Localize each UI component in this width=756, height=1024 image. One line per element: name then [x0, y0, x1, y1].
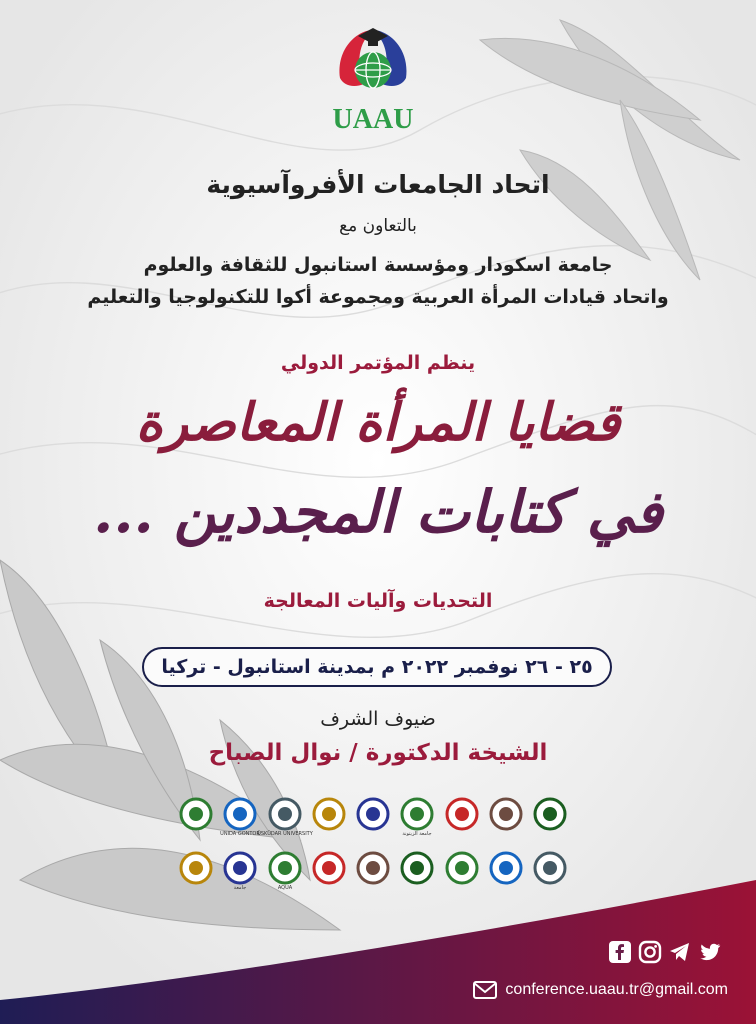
partner-logo: [488, 850, 524, 890]
partner-logo: [444, 850, 480, 890]
honor-guest-name: الشيخة الدكتورة / نوال الصباح: [208, 740, 548, 766]
partner-logo: [444, 796, 480, 836]
cooperation-label: بالتعاون مع: [339, 216, 417, 236]
organizes-label: ينظم المؤتمر الدولي: [280, 352, 476, 374]
conference-title-line-1: قضايا المرأة المعاصرة: [135, 392, 621, 453]
conference-subtitle: التحديات وآليات المعالجة: [263, 590, 493, 612]
partner-logos-row-2: [178, 850, 568, 890]
partner-logo-text: UNIDA GONTOR: [220, 831, 261, 837]
organization-name: اتحاد الجامعات الأفروآسيوية: [206, 170, 550, 199]
date-location-text: ٢٥ - ٢٦ نوفمبر ٢٠٢٢ م بمدينة استانبول - تركيا: [161, 656, 593, 678]
partner-logo: [220, 796, 261, 837]
twitter-icon[interactable]: [698, 940, 722, 964]
partner-logo: [256, 796, 313, 837]
partners-line-1: جامعة اسكودار ومؤسسة استانبول للثقافة والعلوم: [143, 254, 613, 276]
partner-logo: [267, 850, 303, 890]
partner-logos: [178, 796, 568, 904]
partner-logo: [311, 850, 347, 890]
partner-logos-row-1: [178, 796, 568, 836]
partner-logo: [355, 796, 391, 836]
partner-logo-text: جامعة: [234, 885, 247, 891]
contact-email[interactable]: [473, 981, 728, 999]
partner-logo: [355, 850, 391, 890]
logo-text: UAAU: [332, 104, 414, 135]
mail-icon: [473, 981, 497, 999]
partner-logo: [311, 796, 347, 836]
partner-logo: [532, 850, 568, 890]
conference-title-line-2: في كتابات المجددين ...: [93, 478, 663, 546]
social-icons: [608, 940, 722, 964]
partner-logo-text: جامعة الزيتونة: [402, 831, 432, 837]
partner-logo: [399, 850, 435, 890]
facebook-icon[interactable]: [608, 940, 632, 964]
email-text: conference.uaau.tr@gmail.com: [505, 981, 728, 998]
partner-logo-text: ÜSKÜDAR UNIVERSITY: [256, 831, 313, 837]
partner-logo: [178, 850, 214, 890]
partners-line-2: واتحاد قيادات المرأة العربية ومجموعة أكوا للتكنولوجيا والتعليم: [87, 286, 669, 308]
telegram-icon[interactable]: [668, 940, 692, 964]
partner-logo-text: AQUA: [277, 885, 292, 891]
uaau-logo: [328, 18, 418, 136]
honor-guests-label: ضيوف الشرف: [320, 708, 436, 730]
date-location-badge: [142, 647, 612, 687]
partner-logo: [488, 796, 524, 836]
partner-logo: [399, 796, 435, 836]
partner-logo: [532, 796, 568, 836]
partner-logo: [222, 850, 258, 890]
partner-logo: [178, 796, 214, 836]
instagram-icon[interactable]: [638, 940, 662, 964]
